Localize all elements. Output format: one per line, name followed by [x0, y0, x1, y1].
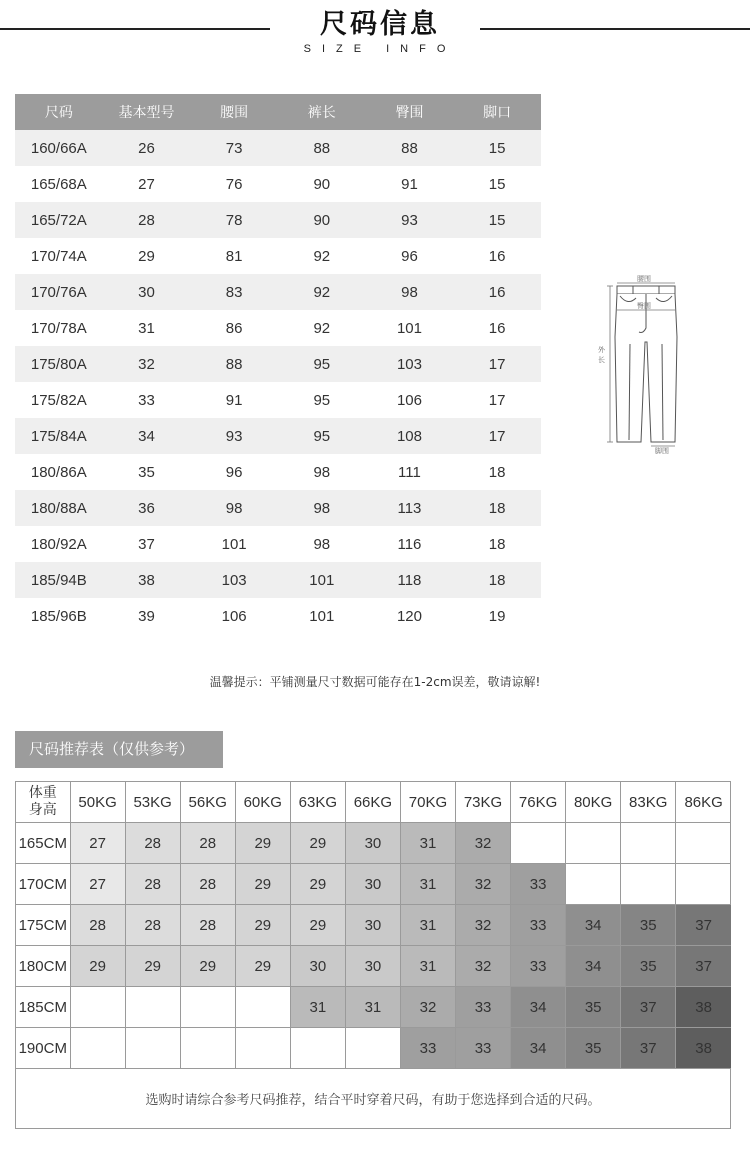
height-header: 165CM	[16, 823, 70, 864]
size-cell: 18	[488, 463, 506, 481]
recommended-size-cell	[345, 1028, 400, 1069]
size-cell: 16	[453, 274, 541, 310]
recommended-size-cell: 35	[566, 1028, 621, 1069]
corner-cell	[16, 782, 70, 823]
recommended-size-cell	[235, 987, 290, 1028]
recommended-size-cell: 28	[125, 823, 180, 864]
size-row	[15, 166, 541, 202]
recommended-size-cell: 32	[456, 864, 511, 905]
size-cell: 29	[138, 247, 155, 265]
recommended-size-cell: 30	[345, 864, 400, 905]
size-cell: 101	[309, 607, 335, 625]
height-header: 180CM	[16, 946, 70, 987]
size-cell: 34	[103, 418, 191, 454]
recommendation-label: 尺码推荐表（仅供参考）	[15, 731, 223, 768]
recommended-size-cell: 31	[400, 905, 455, 946]
size-row	[15, 562, 541, 598]
size-table-header	[15, 94, 541, 130]
size-cell: 15	[488, 175, 506, 193]
size-cell: 78	[190, 202, 278, 238]
recommendation-table-box	[15, 781, 731, 1129]
size-cell: 165/68A	[30, 175, 87, 193]
size-cell: 93	[366, 202, 454, 238]
weight-header: 60KG	[235, 782, 290, 823]
size-cell: 101	[278, 562, 366, 598]
recommended-size-cell: 33	[400, 1028, 455, 1069]
recommended-size-cell: 33	[511, 946, 566, 987]
size-row	[15, 310, 541, 346]
size-row	[15, 526, 541, 562]
size-cell: 120	[396, 607, 422, 625]
recommendation-row	[16, 987, 731, 1028]
recommended-size-cell: 37	[676, 946, 731, 987]
recommendation-row	[16, 1028, 731, 1069]
corner-height: 身高	[28, 802, 57, 818]
recommended-size-cell: 30	[290, 946, 345, 987]
size-cell: 86	[225, 319, 243, 337]
size-cell: 88	[190, 346, 278, 382]
size-cell: 185/96B	[30, 607, 87, 625]
recommended-size-cell: 30	[345, 946, 400, 987]
size-cell: 106	[221, 607, 247, 625]
col-header-hip: 臀围	[366, 94, 454, 130]
size-row	[15, 202, 541, 238]
size-row	[15, 382, 541, 418]
size-cell: 101	[221, 535, 247, 553]
page-subtitle: SIZE INFO	[303, 43, 457, 55]
recommendation-row	[16, 946, 731, 987]
recommended-size-cell: 35	[566, 987, 621, 1028]
recommended-size-cell: 32	[456, 946, 511, 987]
size-cell: 88	[278, 130, 366, 166]
recommended-size-cell: 32	[456, 823, 511, 864]
size-cell: 90	[278, 202, 366, 238]
height-header: 170CM	[16, 864, 70, 905]
pants-diagram	[596, 272, 706, 457]
recommended-size-cell: 28	[70, 905, 125, 946]
recommended-size-cell: 29	[235, 823, 290, 864]
size-cell: 92	[278, 274, 366, 310]
size-cell: 103	[190, 562, 278, 598]
corner-weight: 体重	[28, 785, 57, 801]
col-header-waist: 腰围	[190, 94, 278, 130]
recommended-size-cell	[70, 987, 125, 1028]
label-waist: 腰围	[637, 275, 651, 283]
weight-header: 70KG	[400, 782, 455, 823]
recommended-size-cell: 29	[290, 864, 345, 905]
recommended-size-cell: 29	[235, 946, 290, 987]
size-cell: 36	[103, 490, 191, 526]
recommended-size-cell: 38	[676, 987, 731, 1028]
size-cell: 28	[103, 202, 191, 238]
height-header: 175CM	[16, 905, 70, 946]
recommended-size-cell: 28	[125, 905, 180, 946]
label-length-2: 长	[598, 356, 605, 364]
size-cell: 39	[138, 607, 155, 625]
label-length-1: 外	[598, 346, 605, 354]
label-hip: 臀围	[637, 302, 651, 310]
size-cell: 93	[190, 418, 278, 454]
size-cell: 98	[190, 490, 278, 526]
weight-header: 50KG	[70, 782, 125, 823]
recommended-size-cell	[511, 823, 566, 864]
size-cell: 35	[138, 463, 155, 481]
recommended-size-cell: 29	[235, 905, 290, 946]
weight-header: 76KG	[511, 782, 566, 823]
weight-header: 53KG	[125, 782, 180, 823]
recommended-size-cell: 31	[400, 946, 455, 987]
recommended-size-cell: 34	[566, 946, 621, 987]
weight-header: 73KG	[456, 782, 511, 823]
recommended-size-cell: 28	[180, 823, 235, 864]
header-line-left	[0, 28, 270, 30]
size-row	[15, 130, 541, 166]
size-cell: 16	[488, 247, 506, 265]
size-cell: 33	[138, 391, 155, 409]
recommended-size-cell: 28	[180, 864, 235, 905]
size-cell: 38	[103, 562, 191, 598]
size-row	[15, 418, 541, 454]
recommended-size-cell: 34	[511, 1028, 566, 1069]
size-cell: 165/72A	[15, 202, 103, 238]
recommended-size-cell	[676, 823, 731, 864]
recommended-size-cell	[621, 823, 676, 864]
size-row	[15, 598, 541, 634]
weight-header: 63KG	[290, 782, 345, 823]
size-cell: 98	[313, 535, 331, 553]
size-cell: 15	[453, 202, 541, 238]
recommended-size-cell: 31	[400, 823, 455, 864]
recommended-size-cell	[566, 823, 621, 864]
weight-header: 56KG	[180, 782, 235, 823]
recommended-size-cell: 29	[290, 823, 345, 864]
size-cell: 73	[190, 130, 278, 166]
recommended-size-cell: 29	[70, 946, 125, 987]
size-row	[15, 490, 541, 526]
size-cell: 175/82A	[30, 391, 87, 409]
size-cell: 118	[366, 562, 454, 598]
recommended-size-cell	[70, 1028, 125, 1069]
recommended-size-cell	[290, 1028, 345, 1069]
recommended-size-cell: 38	[676, 1028, 731, 1069]
size-cell: 170/76A	[15, 274, 103, 310]
recommended-size-cell: 27	[70, 823, 125, 864]
recommended-size-cell: 31	[345, 987, 400, 1028]
recommended-size-cell: 35	[621, 905, 676, 946]
size-cell: 18	[453, 562, 541, 598]
recommended-size-cell: 27	[70, 864, 125, 905]
size-cell: 98	[366, 274, 454, 310]
size-cell: 95	[313, 391, 331, 409]
recommended-size-cell	[125, 987, 180, 1028]
size-cell: 30	[103, 274, 191, 310]
recommended-size-cell: 32	[456, 905, 511, 946]
label-hem: 脚围	[655, 447, 669, 455]
recommended-size-cell: 34	[511, 987, 566, 1028]
size-cell: 37	[138, 535, 155, 553]
size-cell: 111	[398, 463, 421, 481]
size-cell: 15	[453, 130, 541, 166]
size-cell: 185/94B	[15, 562, 103, 598]
recommended-size-cell: 29	[290, 905, 345, 946]
recommended-size-cell: 29	[235, 864, 290, 905]
recommended-size-cell: 28	[180, 905, 235, 946]
recommended-size-cell: 29	[125, 946, 180, 987]
size-cell: 175/84A	[15, 418, 103, 454]
recommended-size-cell: 34	[566, 905, 621, 946]
size-cell: 180/88A	[15, 490, 103, 526]
size-cell: 76	[225, 175, 243, 193]
recommended-size-cell: 29	[180, 946, 235, 987]
height-header: 190CM	[16, 1028, 70, 1069]
size-cell: 18	[488, 535, 506, 553]
recommended-size-cell: 37	[621, 1028, 676, 1069]
size-cell: 81	[225, 247, 243, 265]
size-cell: 113	[366, 490, 454, 526]
size-cell: 16	[488, 319, 506, 337]
size-row	[15, 346, 541, 382]
size-cell: 26	[103, 130, 191, 166]
size-cell: 96	[225, 463, 243, 481]
size-cell: 18	[453, 490, 541, 526]
size-cell: 96	[401, 247, 418, 265]
recommendation-header	[16, 782, 731, 823]
recommended-size-cell: 32	[400, 987, 455, 1028]
recommended-size-cell	[566, 864, 621, 905]
size-cell: 98	[278, 490, 366, 526]
recommendation-row	[16, 905, 731, 946]
height-header: 185CM	[16, 987, 70, 1028]
size-cell: 170/78A	[30, 319, 87, 337]
recommendation-row	[16, 864, 731, 905]
size-cell: 95	[278, 418, 366, 454]
col-header-model: 基本型号	[103, 94, 191, 130]
size-cell: 92	[313, 247, 331, 265]
recommended-size-cell: 37	[676, 905, 731, 946]
size-cell: 31	[138, 319, 155, 337]
size-row	[15, 238, 541, 274]
recommended-size-cell: 33	[511, 905, 566, 946]
size-cell: 106	[396, 391, 422, 409]
size-cell: 103	[366, 346, 454, 382]
size-cell: 116	[397, 535, 422, 553]
size-cell: 91	[225, 391, 243, 409]
size-row	[15, 274, 541, 310]
size-cell: 17	[453, 418, 541, 454]
size-cell: 27	[138, 175, 155, 193]
size-cell: 180/86A	[30, 463, 87, 481]
size-cell: 88	[366, 130, 454, 166]
recommendation-table	[16, 782, 731, 1069]
weight-header: 66KG	[345, 782, 400, 823]
recommended-size-cell: 33	[456, 987, 511, 1028]
recommended-size-cell	[180, 1028, 235, 1069]
recommended-size-cell: 33	[456, 1028, 511, 1069]
recommendation-note: 选购时请综合参考尺码推荐，结合平时穿着尺码，有助于您选择到合适的尺码。	[145, 1093, 601, 1108]
size-cell: 175/80A	[15, 346, 103, 382]
recommended-size-cell	[235, 1028, 290, 1069]
recommended-size-cell: 30	[345, 905, 400, 946]
size-cell: 32	[103, 346, 191, 382]
col-header-length: 裤长	[278, 94, 366, 130]
recommended-size-cell: 33	[511, 864, 566, 905]
recommendation-row	[16, 823, 731, 864]
measurement-tip: 温馨提示：平铺测量尺寸数据可能存在1-2cm误差，敬请谅解!	[209, 675, 541, 689]
recommended-size-cell	[621, 864, 676, 905]
recommended-size-cell: 31	[400, 864, 455, 905]
size-cell: 90	[313, 175, 331, 193]
size-cell: 92	[313, 319, 331, 337]
weight-header: 80KG	[566, 782, 621, 823]
weight-header: 86KG	[676, 782, 731, 823]
recommended-size-cell	[125, 1028, 180, 1069]
col-header-hem: 脚口	[453, 94, 541, 130]
recommended-size-cell	[676, 864, 731, 905]
header-line-right	[480, 28, 750, 30]
size-row	[15, 454, 541, 490]
size-cell: 91	[401, 175, 418, 193]
page-title: 尺码信息	[320, 9, 440, 40]
size-cell: 108	[366, 418, 454, 454]
size-cell: 19	[488, 607, 506, 625]
size-cell: 95	[278, 346, 366, 382]
weight-header: 83KG	[621, 782, 676, 823]
recommended-size-cell: 28	[125, 864, 180, 905]
size-cell: 17	[453, 346, 541, 382]
size-cell: 160/66A	[15, 130, 103, 166]
recommended-size-cell: 31	[290, 987, 345, 1028]
col-header-size: 尺码	[15, 94, 103, 130]
recommended-size-cell: 37	[621, 987, 676, 1028]
recommended-size-cell: 30	[345, 823, 400, 864]
recommended-size-cell: 35	[621, 946, 676, 987]
recommended-size-cell	[180, 987, 235, 1028]
size-cell: 17	[488, 391, 506, 409]
size-table	[15, 94, 541, 634]
size-cell: 98	[313, 463, 331, 481]
size-cell: 101	[396, 319, 422, 337]
size-cell: 170/74A	[30, 247, 87, 265]
size-cell: 180/92A	[30, 535, 87, 553]
size-cell: 83	[190, 274, 278, 310]
